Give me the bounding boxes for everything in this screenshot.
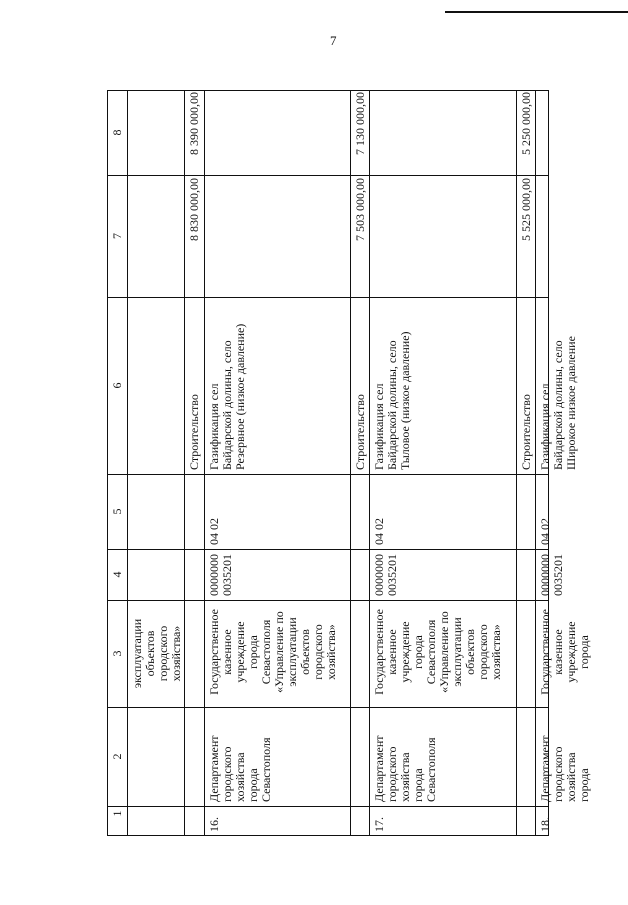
header-col-1: 1 <box>110 810 124 817</box>
row-number: 17. <box>372 817 386 832</box>
continuation-cell: эксплуатации объектов городского хозяйства» <box>130 618 183 689</box>
department: Департамент городского хозяйства города Севастополя <box>372 735 438 802</box>
header-col-7: 7 <box>110 233 124 239</box>
amount-col7: 8 830 000,00 <box>187 178 201 241</box>
table-row <box>204 90 350 836</box>
header-col-6: 6 <box>110 382 124 389</box>
header-row <box>107 90 127 836</box>
table-row <box>535 90 591 836</box>
section-code: 04 02 <box>372 518 386 545</box>
department: Департамент городского хозяйства города <box>538 735 591 802</box>
header-col-5: 5 <box>110 508 124 515</box>
row-number: 18. <box>538 817 552 832</box>
amount-col7: 5 525 000,00 <box>519 178 533 241</box>
amount-col7: 7 503 000,00 <box>353 178 367 241</box>
work-type: Строительство <box>519 394 533 470</box>
top-rule <box>445 11 628 13</box>
organization: Государственное казенное учреждение города Севастополя «Управление по эксплуатации объектов городского хозяйства» <box>372 609 503 695</box>
budget-code: 0000000 0035201 <box>372 554 399 596</box>
organization: Государственное казенное учреждение города <box>538 609 591 695</box>
object-name: Газификация сел Байдарской долины, село Широкое низкое давление <box>538 336 578 470</box>
header-col-4: 4 <box>110 571 124 578</box>
row-divider <box>127 90 128 836</box>
table-row <box>350 90 369 836</box>
header-col-3: 3 <box>110 650 124 657</box>
amount-col8: 8 390 000,00 <box>187 92 201 155</box>
section-code: 04 02 <box>538 518 552 545</box>
amount-col8: 5 250 000,00 <box>519 92 533 155</box>
work-type: Строительство <box>187 394 201 470</box>
section-code: 04 02 <box>207 518 221 545</box>
budget-table <box>107 90 591 836</box>
page-number: 7 <box>330 33 337 48</box>
header-col-8: 8 <box>110 129 124 136</box>
object-name: Газификация сел Байдарской долины, село Резервное (низкое давление) <box>207 323 247 470</box>
organization: Государственное казенное учреждение города Севастополя «Управление по эксплуатации объектов городского хозяйства» <box>207 609 338 695</box>
table-row <box>369 90 516 836</box>
object-name: Газификация сел Байдарской долины, село Тыловое (низкое давление) <box>372 331 412 470</box>
amount-col8: 7 130 000,00 <box>353 92 367 155</box>
work-type: Строительство <box>353 394 367 470</box>
budget-code: 0000000 0035201 <box>538 554 565 596</box>
table-row <box>516 90 535 836</box>
table-row <box>184 90 204 836</box>
header-col-2: 2 <box>110 753 124 760</box>
department: Департамент городского хозяйства города Севастополя <box>207 735 273 802</box>
budget-code: 0000000 0035201 <box>207 554 234 596</box>
row-number: 16. <box>207 817 221 832</box>
